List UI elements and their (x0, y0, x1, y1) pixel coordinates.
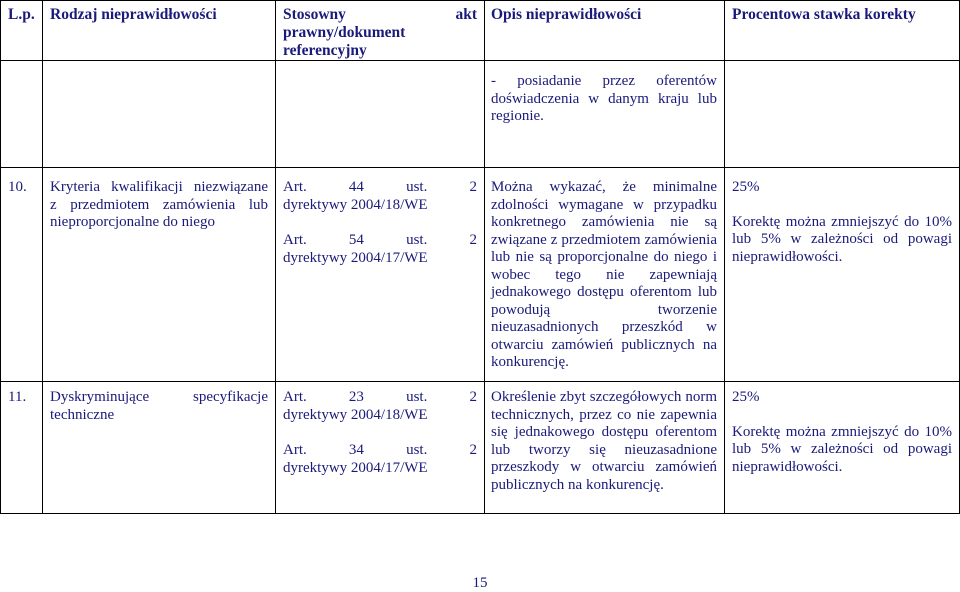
header-lp: L.p. (8, 6, 35, 23)
col-border-2 (275, 0, 276, 514)
col-border-3 (484, 0, 485, 514)
row11-number: 11. (8, 389, 27, 405)
header-type: Rodzaj nieprawidłowości (50, 6, 217, 23)
header-act-line1: Stosowny akt (283, 6, 477, 23)
table-bottom-border (0, 513, 960, 514)
col-border-4 (724, 0, 725, 514)
header-bottom-border (0, 60, 960, 61)
row11-act: Art. 23 ust. 2 dyrektywy 2004/18/WE Art. 34 ust. 2 dyrektywy 2004/17/WE (283, 389, 477, 476)
continuation-bottom-border (0, 167, 960, 168)
table-top-border (0, 0, 960, 1)
row11-type: Dyskryminujące specyfikacje techniczne (50, 389, 268, 423)
row11-description: Określenie zbyt szczegółowych norm technicznych, przez co nie zapewnia się jednakowego dostępu oferentom lub tworzy się nieuzasadnione przeszkody w otwarciu zamówień publicznych na konkurencję. (491, 389, 717, 493)
row10-description: Można wykazać, że minimalne zdolności wymagane w przypadku konkretnego zamówienia nie są związane z przedmiotem zamówienia lub nie są proporcjonalne do niego i wobec tego nie zapewniają jednakowego dostępu oferentom lub powodują tworzenie nieuzasadnionych przeszkód w otwarciu zamówień publicznych na konkurencję. (491, 179, 717, 370)
row10-rate: 25% Korektę można zmniejszyć do 10% lub 5% w zależności od powagi nieprawidłowości. (732, 179, 952, 265)
page-number: 15 (472, 575, 488, 591)
row11-rate: 25% Korektę można zmniejszyć do 10% lub 5% w zależności od powagi nieprawidłowości. (732, 389, 952, 475)
row10-type: Kryteria kwalifikacji niezwiązane z przedmiotem zamówienia lub nieproporcjonalne do niego (50, 179, 268, 230)
row10-act: Art. 44 ust. 2 dyrektywy 2004/18/WE Art. 54 ust. 2 dyrektywy 2004/17/WE (283, 179, 477, 266)
continuation-description: - posiadanie przez oferentów doświadczenia w danym kraju lub regionie. (491, 73, 717, 124)
col-border-0 (0, 0, 1, 514)
col-border-1 (42, 0, 43, 514)
header-description: Opis nieprawidłowości (491, 6, 642, 23)
row10-bottom-border (0, 381, 960, 382)
row10-number: 10. (8, 179, 27, 195)
header-rate: Procentowa stawka korekty (732, 6, 916, 23)
header-act: Stosowny akt prawny/dokument referencyjny (283, 6, 477, 59)
